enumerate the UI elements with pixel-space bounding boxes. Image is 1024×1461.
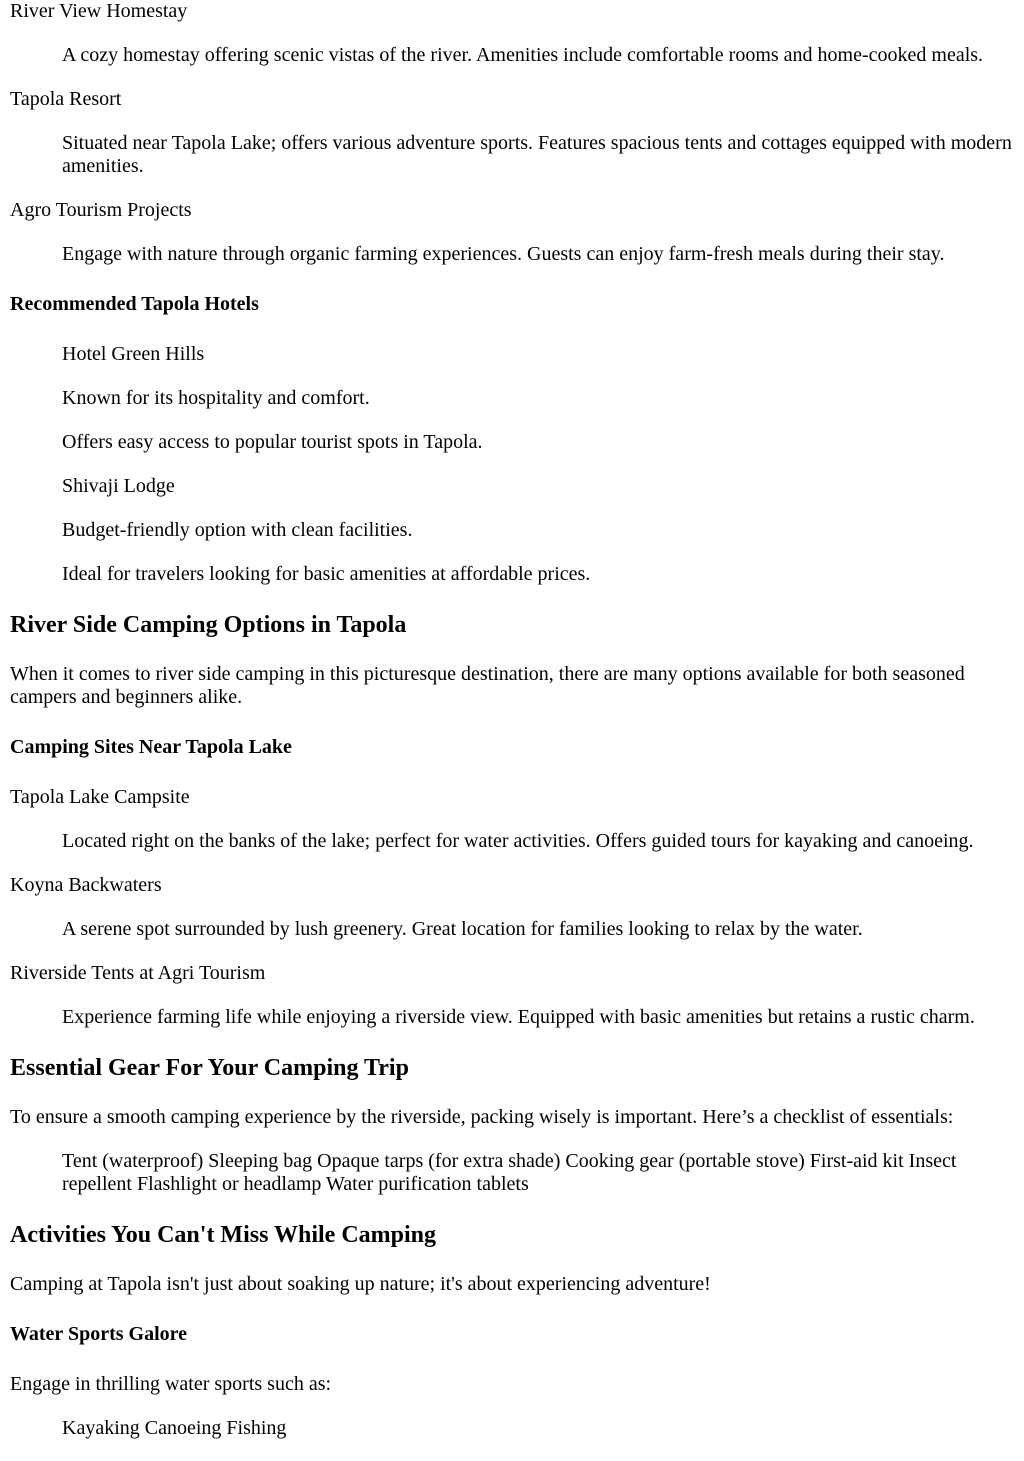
campsite-description: Experience farming life while enjoying a riverside view. Equipped with basic amenities but retains a rustic charm. (62, 1006, 975, 1028)
hotel-line: Budget-friendly option with clean facilities. (62, 519, 413, 541)
campsite-name: Koyna Backwaters (10, 874, 162, 896)
campsite-description: A serene spot surrounded by lush greenery. Great location for families looking to relax by the water. (62, 918, 863, 940)
hotels-list (10, 343, 1014, 586)
hotel-line: Ideal for travelers looking for basic amenities at affordable prices. (62, 563, 591, 585)
activities-intro: Camping at Tapola isn't just about soaking up nature; it's about experiencing adventure! (10, 1273, 711, 1295)
gear-intro: To ensure a smooth camping experience by the riverside, packing wisely is important. Here’s a checklist of essentials: (10, 1106, 954, 1128)
homestay-description: Situated near Tapola Lake; offers various adventure sports. Features spacious tents and cottages equipped with modern amenities. (62, 132, 1012, 177)
campsite-name: Riverside Tents at Agri Tourism (10, 962, 266, 984)
homestay-name: Agro Tourism Projects (10, 199, 192, 221)
hotel-line: Shivaji Lodge (62, 475, 175, 497)
water-sports-heading: Water Sports Galore (10, 1323, 188, 1345)
campsite-list (10, 786, 1014, 1029)
campsite-name: Tapola Lake Campsite (10, 786, 190, 808)
homestay-name: Tapola Resort (10, 88, 122, 110)
homestay-name: River View Homestay (10, 0, 188, 22)
camping-heading: River Side Camping Options in Tapola (10, 612, 407, 638)
campsite-description: Located right on the banks of the lake; perfect for water activities. Offers guided tours for kayaking and canoeing. (62, 830, 974, 852)
hotel-line: Known for its hospitality and comfort. (62, 387, 370, 409)
camping-intro: When it comes to river side camping in this picturesque destination, there are many options available for both seasoned campers and beginners alike. (10, 663, 965, 708)
camping-sites-heading: Camping Sites Near Tapola Lake (10, 736, 292, 758)
water-sports-intro: Engage in thrilling water sports such as: (10, 1373, 332, 1395)
homestay-description: A cozy homestay offering scenic vistas of the river. Amenities include comfortable rooms and home-cooked meals. (62, 44, 984, 66)
hotel-line: Offers easy access to popular tourist spots in Tapola. (62, 431, 483, 453)
gear-heading: Essential Gear For Your Camping Trip (10, 1055, 409, 1081)
hotels-heading: Recommended Tapola Hotels (10, 293, 259, 315)
article-body (10, 0, 1014, 1461)
gear-checklist: Tent (waterproof) Sleeping bag Opaque tarps (for extra shade) Cooking gear (portable stove) First-aid kit Insect repellent Flashlight or headlamp Water purification tablets (62, 1150, 957, 1195)
hotel-line: Hotel Green Hills (62, 343, 205, 365)
activities-heading: Activities You Can't Miss While Camping (10, 1222, 437, 1248)
homestay-description: Engage with nature through organic farming experiences. Guests can enjoy farm-fresh meals during their stay. (62, 243, 945, 265)
water-sports-list: Kayaking Canoeing Fishing (62, 1417, 287, 1439)
homestay-list (10, 0, 1014, 266)
